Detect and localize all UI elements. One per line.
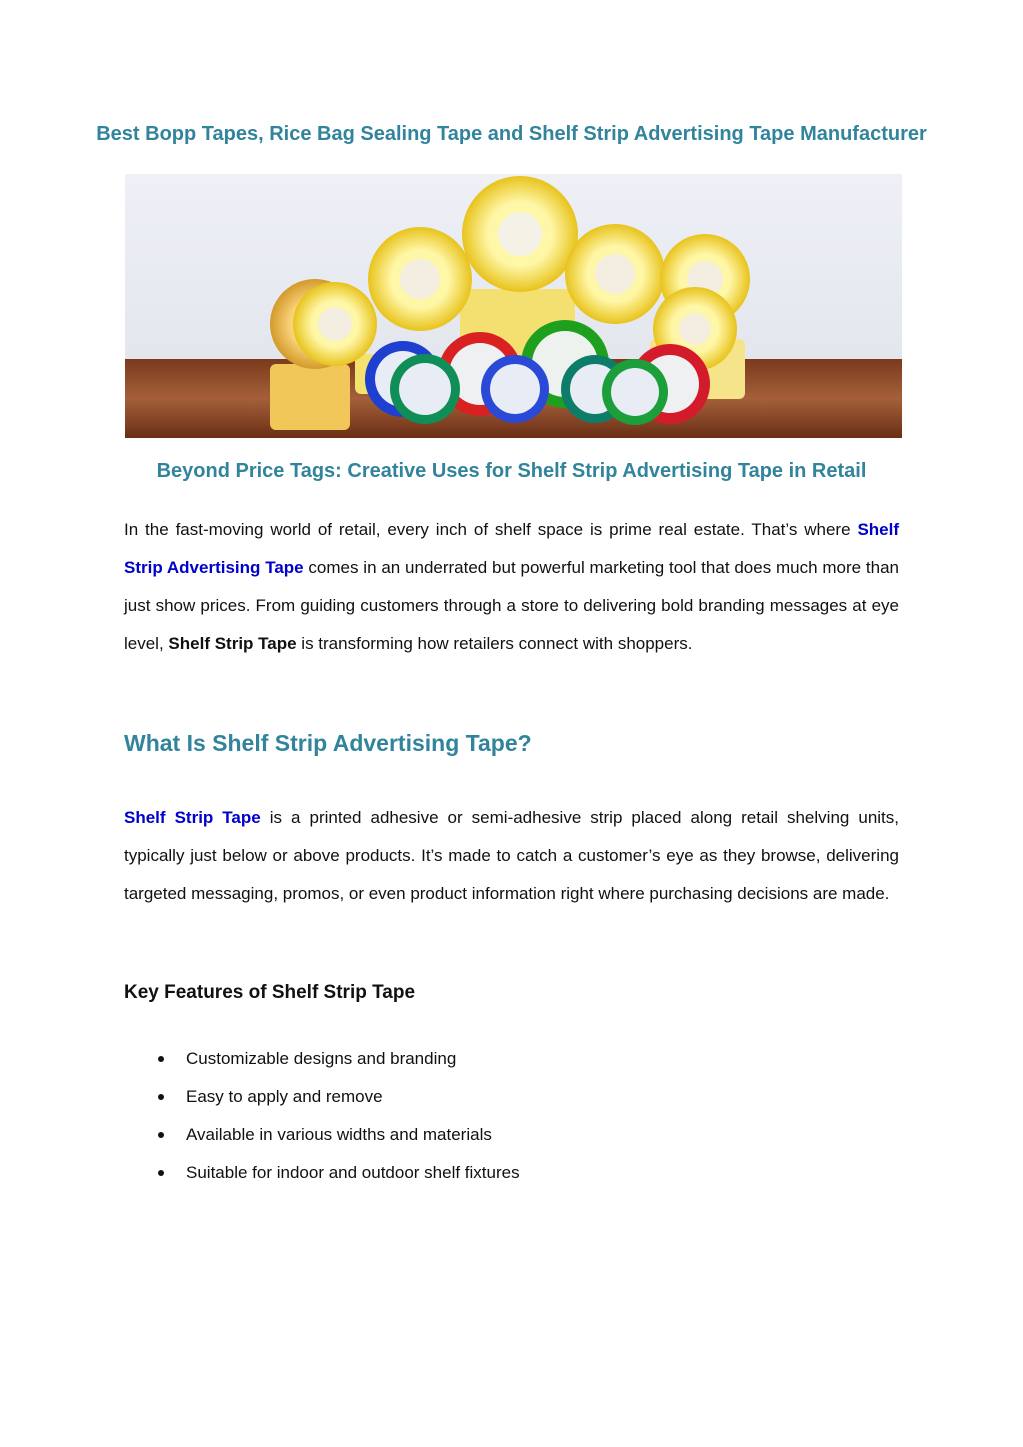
intro-paragraph-block bbox=[124, 511, 899, 663]
intro-text-2: comes in an underrated but powerful marketing tool that does much more than just show prices. From guiding customers through a store to delivering bold branding messages at eye level, bbox=[124, 558, 899, 653]
section-heading: What Is Shelf Strip Advertising Tape? bbox=[124, 730, 532, 756]
list-item bbox=[124, 1154, 520, 1192]
bullet-icon bbox=[158, 1132, 164, 1138]
article-subtitle: Beyond Price Tags: Creative Uses for Shelf Strip Advertising Tape in Retail bbox=[156, 460, 867, 482]
features-heading: Key Features of Shelf Strip Tape bbox=[124, 982, 416, 1003]
intro-text-1: In the fast-moving world of retail, every inch of shelf space is prime real estate. That’s where bbox=[124, 520, 858, 539]
tape-rolls-image bbox=[125, 174, 902, 438]
feature-text: Customizable designs and branding bbox=[186, 1049, 457, 1068]
feature-text: Suitable for indoor and outdoor shelf fixtures bbox=[186, 1163, 520, 1182]
bullet-icon bbox=[158, 1056, 164, 1062]
list-item bbox=[124, 1116, 520, 1154]
definition-paragraph bbox=[124, 799, 899, 913]
intro-paragraph bbox=[124, 511, 899, 663]
feature-text: Available in various widths and materials bbox=[186, 1125, 492, 1144]
shelf-strip-advertising-tape-link[interactable]: Shelf Strip Advertising Tape bbox=[124, 520, 899, 577]
tape-rolls-illustration bbox=[125, 174, 902, 438]
list-item bbox=[124, 1040, 520, 1078]
page-title: Best Bopp Tapes, Rice Bag Sealing Tape and Shelf Strip Advertising Tape Manufacturer bbox=[96, 123, 927, 145]
bullet-icon bbox=[158, 1170, 164, 1176]
shelf-strip-tape-link[interactable]: Shelf Strip Tape bbox=[124, 808, 261, 827]
list-item bbox=[124, 1078, 520, 1116]
bullet-icon bbox=[158, 1094, 164, 1100]
features-list bbox=[124, 1040, 520, 1192]
definition-text: is a printed adhesive or semi-adhesive strip placed along retail shelving units, typically just below or above products. It’s made to catch a customer’s eye as they browse, delivering targeted messaging, promos, or even product information right where purchasing decisions are made. bbox=[124, 808, 899, 903]
shelf-strip-tape-bold: Shelf Strip Tape bbox=[168, 634, 297, 653]
intro-text-3: is transforming how retailers connect with shoppers. bbox=[296, 634, 693, 653]
definition-paragraph-block bbox=[124, 799, 899, 913]
feature-text: Easy to apply and remove bbox=[186, 1087, 383, 1106]
